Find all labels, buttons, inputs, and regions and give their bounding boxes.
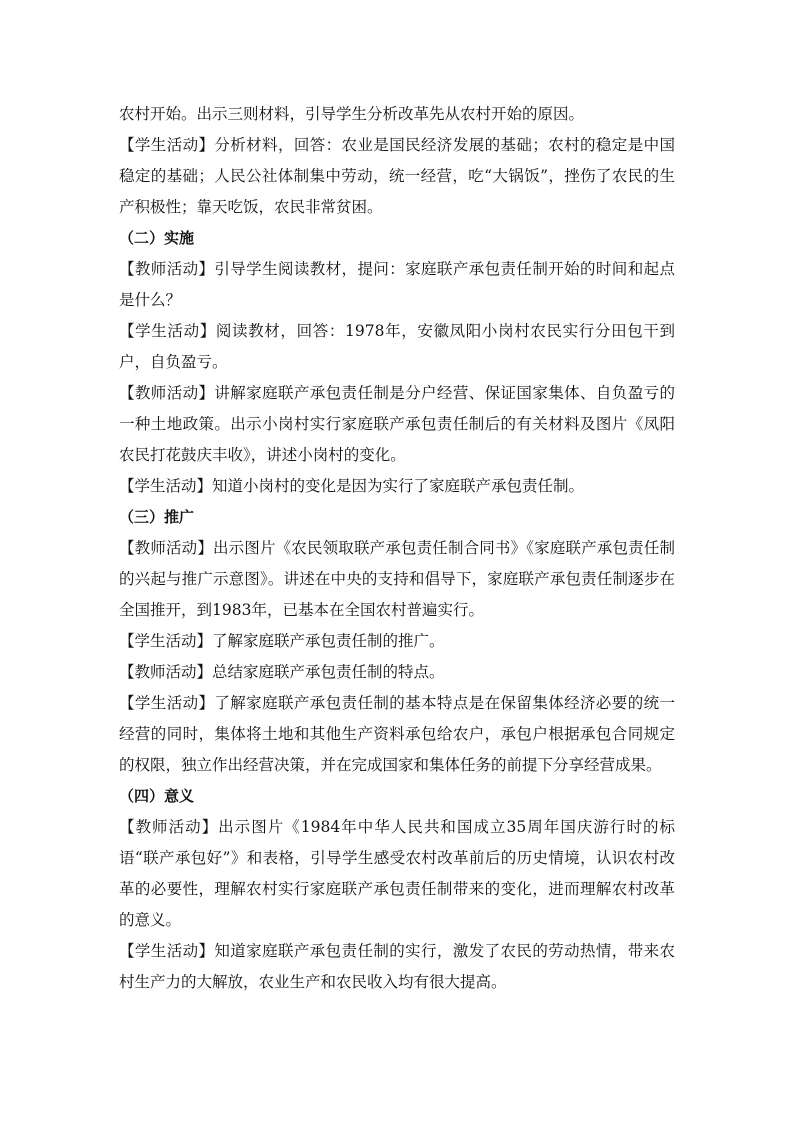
paragraph-teacher-activity-summary: 【教师活动】总结家庭联产承包责任制的特点。 bbox=[119, 663, 445, 681]
paragraph-teacher-activity-significance: 【教师活动】出示图片《1984年中华人民共和国成立35周年国庆游行时的标语“联产承包好”》和表格，引导学生感受农村改革前后的历史情境，认识农村改革的必要性，理解农村实行家庭联产承包责任制带来的变化，进而理解农村改革的意义。 bbox=[119, 818, 675, 929]
paragraph-teacher-activity-explain: 【教师活动】讲解家庭联产承包责任制是分户经营、保证国家集体、自负盈亏的一种土地政策。出示小岗村实行家庭联产承包责任制后的有关材料及图片《凤阳农民打花鼓庆丰收》，讲述小岗村的变化。 bbox=[119, 384, 675, 464]
paragraph-student-activity-promotion: 【学生活动】了解家庭联产承包责任制的推广。 bbox=[119, 632, 445, 650]
paragraph-student-activity-result: 【学生活动】知道家庭联产承包责任制的实行，激发了农民的劳动热情，带来农村生产力的大解放，农业生产和农民收入均有很大提高。 bbox=[119, 942, 675, 991]
section-heading-implementation: （二）实施 bbox=[119, 229, 195, 247]
section-heading-significance: （四）意义 bbox=[119, 787, 195, 805]
paragraph-teacher-activity-question: 【教师活动】引导学生阅读教材，提问：家庭联产承包责任制开始的时间和起点是什么？ bbox=[119, 260, 675, 309]
section-heading-promotion: （三）推广 bbox=[119, 508, 195, 526]
paragraph-student-activity-answer: 【学生活动】阅读教材，回答：1978年，安徽凤阳小岗村农民实行分田包干到户，自负盈亏。 bbox=[119, 322, 675, 371]
paragraph-student-activity-features: 【学生活动】了解家庭联产承包责任制的基本特点是在保留集体经济必要的统一经营的同时，集体将土地和其他生产资料承包给农户，承包户根据承包合同规定的权限，独立作出经营决策，并在完成国家和集体任务的前提下分享经营成果。 bbox=[119, 694, 675, 774]
paragraph-intro: 农村开始。出示三则材料，引导学生分析改革先从农村开始的原因。 bbox=[119, 105, 585, 123]
document-body bbox=[119, 99, 675, 998]
paragraph-student-activity-xiaogang: 【学生活动】知道小岗村的变化是因为实行了家庭联产承包责任制。 bbox=[119, 477, 585, 495]
paragraph-teacher-activity-images: 【教师活动】出示图片《农民领取联产承包责任制合同书》《家庭联产承包责任制的兴起与推广示意图》。讲述在中央的支持和倡导下，家庭联产承包责任制逐步在全国推开，到1983年，已基本在全国农村普遍实行。 bbox=[119, 539, 675, 619]
paragraph-student-activity-analysis: 【学生活动】分析材料，回答：农业是国民经济发展的基础；农村的稳定是中国稳定的基础；人民公社体制集中劳动，统一经营，吃“大锅饭”，挫伤了农民的生产积极性；靠天吃饭，农民非常贫困。 bbox=[119, 136, 675, 216]
